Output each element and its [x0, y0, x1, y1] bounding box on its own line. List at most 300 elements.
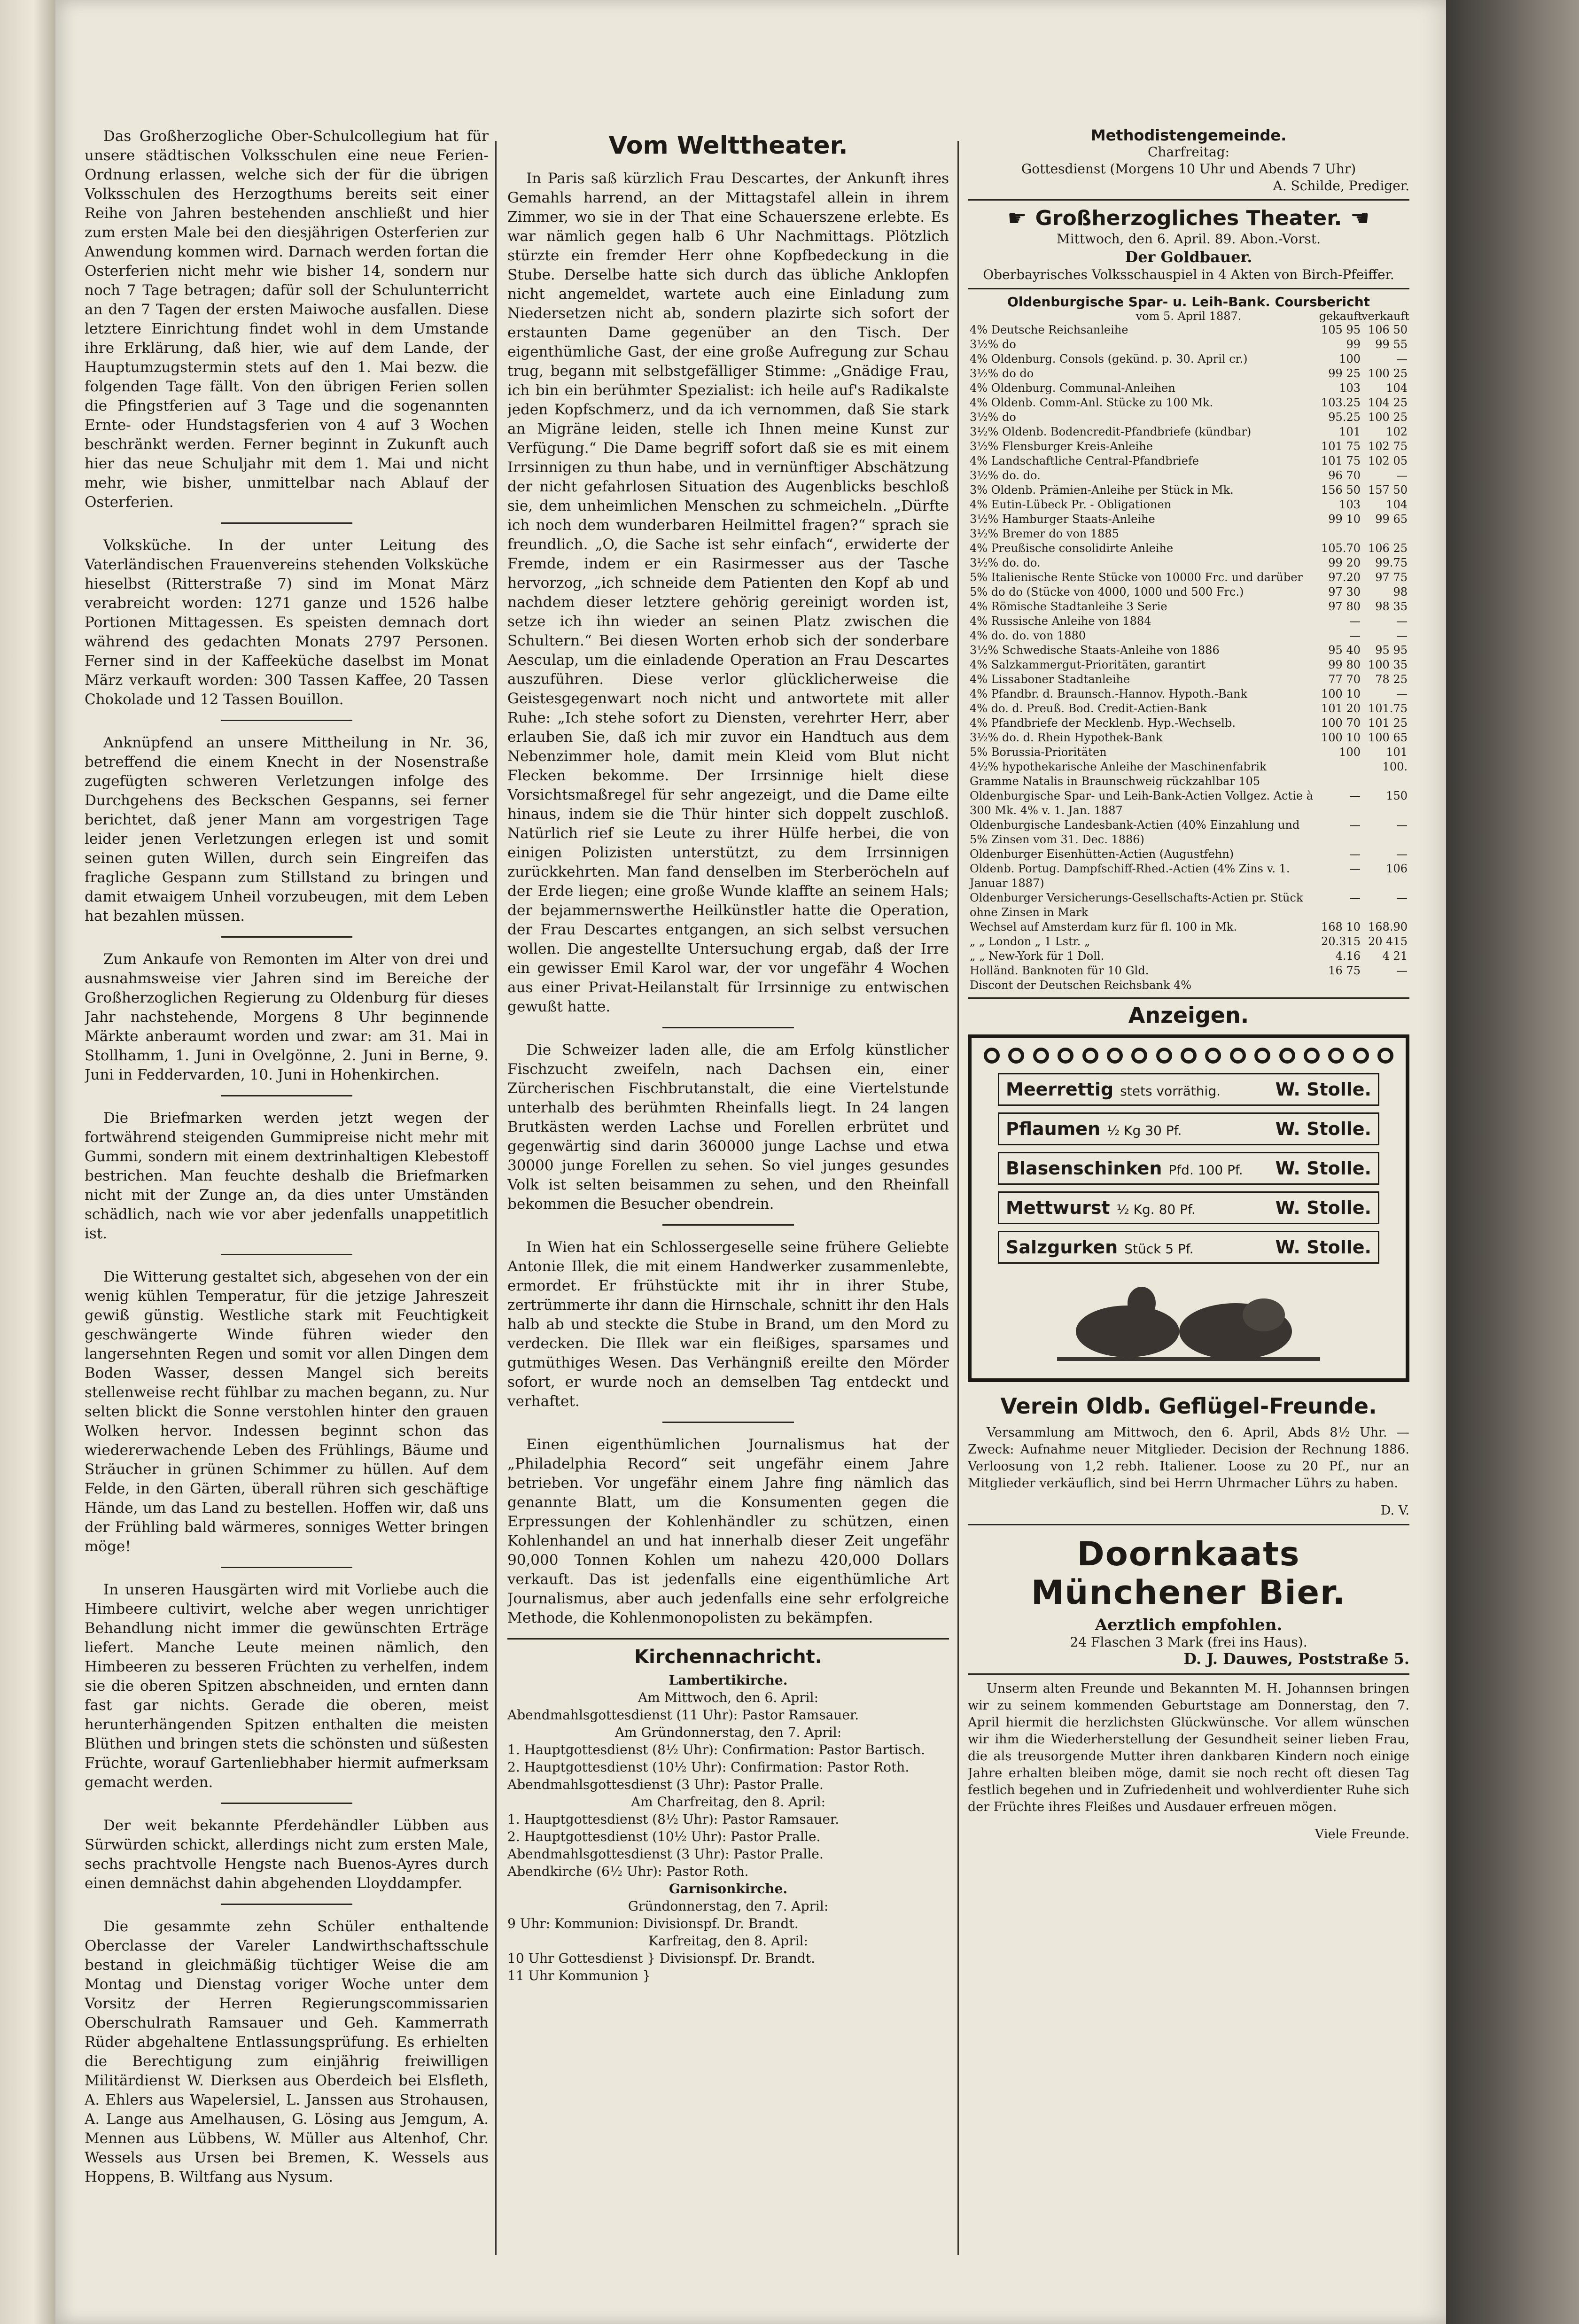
pointing-hand-icon: ☛ [1350, 205, 1370, 231]
chain-ring [1205, 1048, 1221, 1064]
course-row [968, 337, 1409, 352]
chain-ring [1328, 1048, 1344, 1064]
church-service: Abendmahlsgottesdienst (11 Uhr): Pastor Ramsauer. [507, 1707, 859, 1723]
chain-ring [1254, 1048, 1270, 1064]
course-sell: 100 35 [1368, 658, 1408, 671]
course-name: Oldenburgische Landesbank-Actien (40% Einzahlung und 5% Zinsen vom 31. Dec. 1886) [970, 818, 1300, 846]
chain-ring [1008, 1048, 1024, 1064]
course-row [968, 789, 1409, 818]
course-buy: 99 [1346, 338, 1361, 351]
course-name: 4% Salzkammergut-Prioritäten, garantirt [970, 658, 1206, 671]
course-name: 4% Römische Stadtanleihe 3 Serie [970, 600, 1167, 613]
separator [221, 936, 352, 938]
stolle-ad-line [998, 1191, 1379, 1224]
greeting-sign: Viele Freunde. [1315, 1827, 1409, 1842]
article-ferienordnung: Das Großherzogliche Ober-Schulcollegium hat für unsere städtischen Volksschulen eine neue Ferien-Ordnung erlassen, welche sich der für die übrigen Volksschulen des Herzogthums bereits seit einer Reihe von Jahren bestehenden anschließt und hier zum ersten Male bei den diesjährigen Osterferien zur Anwendung kommen wird. Darnach werden fortan die Osterferien nicht mehr wie bisher 14, sondern nur noch 7 Tage betragen; dafür soll der Schulunterricht an den 7 Tagen der ersten Maiwoche ausfallen. Diese letztere Einrichtung findet wohl in dem Umstande ihre Erklärung, daß hier, wie auf dem Lande, der Hauptumzugstermin stets auf den 1. Mai bezw. die folgenden Tage fällt. Von den übrigen Ferien sollen die Pfingstferien auf 3 Tage und die sogenannten Ernte- oder Hundstagsferien von 4 auf 3 Wochen beschränkt werden. Ferner beginnt in Zukunft auch hier das neue Schuljahr mit dem 1. Mai und nicht mehr, wie bisher, unmittelbar nach Ablauf der Osterferien. [85, 128, 489, 511]
ad-merchant: W. Stolle. [1275, 1158, 1371, 1179]
course-buy: 16 75 [1328, 964, 1361, 977]
church-service: 2. Hauptgottesdienst (10½ Uhr): Pastor Pralle. [507, 1829, 821, 1844]
course-row [968, 687, 1409, 701]
course-buy: 156 50 [1321, 483, 1361, 497]
course-buy: 99 10 [1328, 513, 1361, 526]
course-sell: 101 [1386, 746, 1408, 759]
article-hengste: Der weit bekannte Pferdehändler Lübben aus Sürwürden schickt, allerdings nicht zum ersten Male, sechs prachtvolle Hengste nach Buenos-Ayres durch einen demnächst dahin abgehenden Lloyddampfer. [85, 1817, 489, 1892]
separator [221, 522, 352, 524]
course-buy: 101 20 [1321, 702, 1361, 715]
stolle-ad-line [998, 1231, 1379, 1264]
church-service: 1. Hauptgottesdienst (8½ Uhr): Confirmation: Pastor Bartisch. [507, 1742, 926, 1757]
course-row [968, 745, 1409, 760]
course-sell: 98 [1393, 585, 1408, 598]
course-name: Discont der Deutschen Reichsbank 4% [970, 979, 1192, 992]
course-row [968, 949, 1409, 964]
course-sell: 97 75 [1375, 571, 1408, 584]
course-buy: 100 [1339, 352, 1361, 365]
separator [968, 288, 1409, 289]
course-buy: 77 70 [1328, 673, 1361, 686]
ad-desc: Stück 5 Pf. [1124, 1241, 1194, 1257]
ad-item: Pflaumen [1006, 1119, 1101, 1139]
ad-item: Mettwurst [1006, 1197, 1110, 1218]
separator [221, 1095, 352, 1096]
separator [968, 997, 1409, 999]
church-heading: Lambertikirche. [669, 1672, 788, 1688]
course-sell [1362, 527, 1409, 541]
course-name: Wechsel auf Amsterdam kurz für fl. 100 in Mk. [970, 920, 1237, 933]
course-name: 5% do do (Stücke von 4000, 1000 und 500 Frc.) [970, 585, 1244, 598]
article-briefmarken: Die Briefmarken werden jetzt wegen der fortwährend steigenden Gummipreise nicht mehr mit Gummi, sondern mit einem dextrinhaltigen Klebestoff bestrichen. Man feuchte deshalb die Briefmarken nicht mit der Zunge an, da dies unter Umständen schädlich, nach wie vor aber jedenfalls unappetitlich ist. [85, 1110, 489, 1242]
methodist-sign: A. Schilde, Prediger. [1273, 178, 1409, 194]
theater-date: Mittwoch, den 6. April. 89. Abon.-Vorst. [1057, 231, 1321, 247]
course-row [968, 672, 1409, 687]
course-sell: 99 65 [1375, 513, 1408, 526]
course-row [968, 978, 1409, 993]
beer-title: Doornkaats Münchener Bier. [1031, 1535, 1346, 1612]
course-row [968, 731, 1409, 745]
course-name: 3% Oldenb. Prämien-Anleihe per Stück in Mk. [970, 483, 1234, 497]
course-name: 3½% Flensburger Kreis-Anleihe [970, 440, 1153, 453]
course-sell: 157 50 [1368, 483, 1408, 497]
methodist-line: Gottesdienst (Morgens 10 Uhr und Abends 7 Uhr) [1021, 161, 1356, 177]
course-name: 3½% Schwedische Staats-Anleihe von 1886 [970, 644, 1220, 657]
course-buy: 103 [1339, 381, 1361, 395]
course-table [968, 323, 1409, 993]
course-row [968, 497, 1409, 512]
course-row [968, 760, 1409, 789]
ad-left [1006, 1158, 1243, 1179]
course-buy: — [1349, 629, 1361, 642]
church-heading: Garnisonkirche. [669, 1881, 788, 1897]
poultry-illustration [984, 1270, 1393, 1369]
course-name: 4% Russische Anleihe von 1884 [970, 614, 1151, 628]
chain-ring [1033, 1048, 1049, 1064]
course-buy: 96 70 [1328, 469, 1361, 482]
verein-sign: D. V. [1380, 1503, 1409, 1518]
chain-ring [1058, 1048, 1073, 1064]
church-service: 9 Uhr: Kommunion: Divisionspf. Dr. Brandt. [507, 1916, 799, 1931]
course-row [968, 381, 1409, 396]
beer-ad [968, 1535, 1409, 1668]
course-buy: 97 80 [1328, 600, 1361, 613]
course-buy: 99 25 [1328, 367, 1361, 380]
stolle-ad-line [998, 1112, 1379, 1145]
ad-item: Meerrettig [1006, 1079, 1114, 1100]
course-buy: 168 10 [1321, 920, 1361, 933]
course-buy [1315, 527, 1362, 541]
course-head-buy: gekauft [1319, 310, 1362, 323]
course-row [968, 425, 1409, 439]
article-descartes: In Paris saß kürzlich Frau Descartes, der Ankunft ihres Gemahls harrend, an der Mittagstafel allein in ihrem Zimmer, wo sie in der That eine Schauerszene erlebte. Es war nämlich gegen halb 6 Uhr Nachmittags. Plötzlich stürzte ein fremder Herr ohne Kopfbedeckung in die Stube. Derselbe hatte sich durch das übliche Anklopfen nicht angemeldet, wartete auch eine Einladung zum Niedersetzen nicht ab, sondern plazirte sich sofort der erstaunten Dame gegenüber an den Tisch. Der eigenthümliche Gast, der eine große Aufregung zur Schau trug, begann mit selbstgefälliger Stimme: „Gnädige Frau, ich bin ein berühmter Spezialist: ich heile auf's Radikalste jeden Kopfschmerz, und da ich vernommen, daß Sie stark an Migräne leiden, stelle ich Ihnen meine Kunst zur Verfügung.“ Die Dame begriff sofort daß sie es mit einem Irrsinnigen zu thun habe, und in vernünftiger Abschätzung der nicht gefahrlosen Situation des Augenblicks beschloß sie, dem unheimlichen Menschen zu schmeicheln. „Dürfte ich noch dem wunderbaren Heilmittel fragen?“ sprach sie freundlich. „O, die Sache ist sehr einfach“, erwiderte der Fremde, indem er ein Rasirmesser aus der Tasche hervorzog, „ich schneide dem Patienten den Kopf ab und nachdem dieser letztere gehörig gereinigt worden ist, setze ich ihn wieder an seinen Platz zwischen die Schultern.“ Bei diesen Worten erhob sich der sonderbare Aesculap, um die einladende Operation an Frau Descartes auszuführen. Diese verlor glücklicherweise die Geistesgegenwart noch nicht und antwortete mit aller Ruhe: „Ich stehe sofort zu Diensten, verehrter Herr, aber erlauben Sie, daß ich mir zuvor ein Handtuch aus dem Nebenzimmer hole, damit mein Kleid vom Blut nicht Flecken bekomme. Der Irrsinnige hielt diese Vorsichtsmaßregel für sehr angezeigt, und die Dame eilte hinaus, indem sie die Thür hinter sich doppelt zuschloß. Natürlich rief sie Leute zu ihrer Hülfe herbei, die von einigen Polizisten unterstützt, zu dem Irrsinnigen zurückkehrten. Man fand denselben im Sterberöcheln auf der Erde liegen; eine große Wunde klaffte an seinem Hals; der bejammernswerthe Heilkünstler hatte die Operation, der Frau Descartes entgangen, an sich selbst versuchen wollen. Die angestellte Untersuchung ergab, daß der Irre ein gewisser Emil Karol war, der vor ungefähr 4 Wochen aus einer Privat-Heilanstalt für Irrsinnige zu entwischen gewußt hatte. [507, 170, 949, 1015]
course-name: 4% Preußische consolidirte Anleihe [970, 542, 1174, 555]
course-buy: — [1349, 891, 1361, 904]
course-row [968, 541, 1409, 556]
course-row [968, 512, 1409, 527]
course-buy: 100 10 [1321, 731, 1361, 744]
course-buy [1315, 760, 1362, 789]
article-volkskueche: Volksküche. In der unter Leitung des Vaterländischen Frauenvereins stehenden Volksküche hieselbst (Ritterstraße 7) sind im Monat März verabreicht worden: 1271 ganze und 1526 halbe Portionen Mittagessen. Es speisten demnach dort während des gedachten Monats 2797 Personen. Ferner sind in der Kaffeeküche daselbst im Monat März verkauft worden: 300 Tassen Kaffee, 20 Tassen Chokolade und 12 Tassen Bouillon. [85, 537, 489, 708]
course-name: 3½% do [970, 411, 1016, 424]
beer-line: 24 Flaschen 3 Mark (frei ins Haus). [1070, 1634, 1307, 1650]
ad-merchant: W. Stolle. [1275, 1237, 1371, 1258]
ad-desc: stets vorräthig. [1120, 1083, 1221, 1099]
column-rule-2 [957, 141, 959, 2255]
course-buy: — [1349, 789, 1361, 802]
course-row [968, 847, 1409, 862]
theater-play: Der Goldbauer. [1125, 248, 1252, 266]
chain-ring [1181, 1048, 1197, 1064]
course-buy: 95.25 [1328, 411, 1361, 424]
church-news [507, 1671, 949, 1984]
theater-desc: Oberbayrisches Volksschauspiel in 4 Akten von Birch-Pfeiffer. [983, 267, 1394, 282]
separator [221, 1904, 352, 1905]
course-name: 4% Oldenburg. Communal-Anleihen [970, 381, 1175, 395]
course-sell: 4 21 [1382, 949, 1408, 963]
course-sell: 104 [1386, 498, 1408, 511]
theater-title: Großherzogliches Theater. [1035, 206, 1342, 230]
stolle-ad-line [998, 1073, 1379, 1106]
church-service: Abendmahlsgottesdienst (3 Uhr): Pastor Pralle. [507, 1777, 824, 1792]
separator [221, 1254, 352, 1255]
course-row [968, 891, 1409, 920]
course-sell: 102 05 [1368, 454, 1408, 467]
course-row [968, 585, 1409, 599]
ad-item: Salzgurken [1006, 1237, 1118, 1258]
course-buy: 101 [1339, 425, 1361, 438]
stolle-ad-line [998, 1152, 1379, 1185]
pointing-hand-icon: ☛ [1007, 205, 1027, 231]
course-row [968, 934, 1409, 949]
article-remonten: Zum Ankaufe von Remonten im Alter von drei und ausnahmsweise vier Jahren sind im Bereiche der Großherzoglichen Regierung zu Oldenburg für dieses Jahr nachstehende, Morgens 8 Uhr beginnende Märkte anberaumt worden und zwar: am 31. Mai in Stollhamm, 1. Juni in Ovelgönne, 2. Juni in Berne, 9. Juni in Feddervarden, 10. Juni in Hohenkirchen. [85, 951, 489, 1083]
course-row [968, 658, 1409, 672]
course-row [968, 964, 1409, 978]
course-name: 4% Deutsche Reichsanleihe [970, 323, 1128, 336]
course-sell: 150 [1386, 789, 1408, 802]
course-row [968, 818, 1409, 847]
course-row [968, 920, 1409, 934]
birthday-greeting [968, 1680, 1409, 1843]
course-row [968, 483, 1409, 497]
course-sell: 98 35 [1375, 600, 1408, 613]
course-buy: 95 40 [1328, 644, 1361, 657]
course-sell: 106 25 [1368, 542, 1408, 555]
chain-border-top [984, 1048, 1393, 1066]
ad-desc: Pfd. 100 Pf. [1168, 1162, 1243, 1178]
ad-merchant: W. Stolle. [1275, 1119, 1371, 1139]
church-date: Am Mittwoch, den 6. April: [638, 1690, 819, 1705]
course-sell: — [1396, 469, 1408, 482]
course-buy: 103 [1339, 498, 1361, 511]
course-head-sell: verkauft [1361, 310, 1409, 323]
course-name: 5% Italienische Rente Stücke von 10000 Frc. und darüber [970, 571, 1303, 584]
course-report [968, 294, 1409, 993]
course-name: 3½% do. do. [970, 556, 1041, 569]
course-name: 4% Oldenb. Comm-Anl. Stücke zu 100 Mk. [970, 396, 1213, 409]
course-report-title: Oldenburgische Spar- u. Leih-Bank. Coursbericht [1007, 294, 1370, 310]
chain-ring [1082, 1048, 1098, 1064]
methodist-sub: Charfreitag: [1147, 144, 1230, 160]
article-fischzucht: Die Schweizer laden alle, die am Erfolg künstlicher Fischzucht zweifeln, nach Dachsen ein, einer Zürcherischen Fischbrutanstalt, die eine Viertelstunde unterhalb des berühmten Rheinfalls liegt. In 24 langen Brutkästen werden Lachse und Forellen erbrütet und gegenwärtig sind darin 360000 junge Lachse und etwa 30000 junge Forellen zu sehen. So viel junges gesundes Volk ist selten beisammen zu sehen, und den Rheinfall bekommen die Besucher obendrein. [507, 1042, 949, 1213]
chain-ring [1279, 1048, 1295, 1064]
course-sell: 100 65 [1368, 731, 1408, 744]
course-name: 5% Borussia-Prioritäten [970, 746, 1107, 759]
ad-left [1006, 1119, 1182, 1139]
course-sell: 100 25 [1368, 367, 1408, 380]
course-name: „ „ London „ 1 Lstr. „ [970, 935, 1090, 948]
course-buy: 4.16 [1335, 949, 1361, 963]
course-sell: 104 [1386, 381, 1408, 395]
methodist-title: Methodistengemeinde. [1090, 127, 1287, 144]
course-name: 4% Lissaboner Stadtanleihe [970, 673, 1130, 686]
course-name: 3½% Oldenb. Bodencredit-Pfandbriefe (kündbar) [970, 425, 1252, 438]
course-sell: 106 50 [1368, 323, 1408, 336]
verein-title: Verein Oldb. Geflügel-Freunde. [1000, 1393, 1377, 1419]
article-verletzungen: Anknüpfend an unsere Mittheilung in Nr. 36, betreffend die einem Knecht in der Nosenstraße zugefügten schweren Verletzungen infolge des Durchgehens des Beckschen Gespanns, sei ferner berichtet, daß jener Mann am vorgestrigen Tage leider jenen Verletzungen erlegen ist und somit seinen guten Willen, durch sein Eingreifen das fragliche Gespann zum Stillstand zu bringen und damit etwaigem Unheil vorzubeugen, mit dem Leben hat bezahlen müssen. [85, 734, 489, 925]
course-name: Oldenburger Versicherungs-Gesellschafts-Actien pr. Stück ohne Zinsen in Mark [970, 891, 1303, 919]
separator [221, 720, 352, 721]
course-buy: 99 20 [1328, 556, 1361, 569]
column-welttheater [507, 127, 949, 2269]
separator [968, 1524, 1409, 1525]
course-sell: — [1396, 614, 1408, 628]
course-sell: — [1396, 891, 1408, 904]
beer-seller: D. J. Dauwes, Poststraße 5. [1183, 1650, 1409, 1668]
course-sell: 106 [1386, 862, 1408, 875]
separator [968, 1673, 1409, 1675]
course-sell: — [1396, 687, 1408, 700]
separator [221, 1803, 352, 1804]
course-sell [1362, 978, 1409, 993]
course-row [968, 862, 1409, 891]
course-buy: 103.25 [1321, 396, 1361, 409]
course-buy: 105.70 [1321, 542, 1361, 555]
course-name: 4% Pfandbr. d. Braunsch.-Hannov. Hypoth.-Bank [970, 687, 1247, 700]
course-row [968, 701, 1409, 716]
course-buy: — [1349, 818, 1361, 832]
course-buy: — [1349, 614, 1361, 628]
article-journalismus: Einen eigenthümlichen Journalismus hat der „Philadelphia Record“ seit ungefähr einem Jahre betrieben. Vor ungefähr einem Jahre fing nämlich das genannte Blatt, um die Konsumenten gegen die Erpressungen der Kohlenhändler zu schützen, einen Kohlenhandel an und hat innerhalb dieser Zeit ungefähr 90,000 Tonnen Kohlen um nahezu 420,000 Dollars verkauft. Das ist jedenfalls eine eigenthümliche Art Journalismus, aber auch jedenfalls eine sehr erfolgreiche Methode, die Kohlenmonopolisten zu bekämpfen. [507, 1436, 949, 1626]
church-service: 1. Hauptgottesdienst (8½ Uhr): Pastor Ramsauer. [507, 1811, 840, 1827]
course-buy [1315, 978, 1362, 993]
course-sell: 102 75 [1368, 440, 1408, 453]
course-row [968, 556, 1409, 570]
ad-left [1006, 1237, 1194, 1258]
section-title-welttheater: Vom Welttheater. [608, 132, 848, 160]
course-name: 4% do. do. von 1880 [970, 629, 1086, 642]
course-sell: 101.75 [1368, 702, 1408, 715]
church-news-title: Kirchennachricht. [634, 1646, 822, 1668]
course-name: 3½% do [970, 338, 1016, 351]
article-wien-mord: In Wien hat ein Schlossergeselle seine frühere Geliebte Antonie Illek, die mit einem Handwerker zusammenlebte, ermordet. Er frühstückte mit ihr in ihrer Stube, zertrümmerte ihr dann die Hirnschale, schnitt ihr den Hals halb ab und steckte die Stube in Brand, um den Mord zu verdecken. Die Illek war ein fleißiges, sparsames und gutmüthiges Wesen. Das Verhängniß ereilte den Mörder sofort, er wurde noch an demselben Tag entdeckt und verhaftet. [507, 1239, 949, 1410]
church-service: 10 Uhr Gottesdienst } Divisionspf. Dr. Brandt. [507, 1951, 816, 1966]
course-name: Oldenburgische Spar- und Leih-Bank-Actien Vollgez. Actie à 300 Mk. 4% v. 1. Jan. 1887 [970, 789, 1314, 817]
course-row [968, 614, 1409, 629]
course-row [968, 643, 1409, 658]
course-sell: — [1396, 629, 1408, 642]
course-sell: 102 [1386, 425, 1408, 438]
book-binding-edge [1446, 0, 1579, 2324]
course-sell: — [1396, 352, 1408, 365]
course-sell: 104 25 [1368, 396, 1408, 409]
course-row [968, 629, 1409, 643]
course-row [968, 454, 1409, 468]
course-buy: 99 80 [1328, 658, 1361, 671]
course-sell: — [1396, 818, 1408, 832]
theater-notice [968, 205, 1409, 283]
ad-left [1006, 1197, 1196, 1218]
church-date: Am Charfreitag, den 8. April: [630, 1794, 826, 1810]
course-sell: 78 25 [1375, 673, 1408, 686]
course-name: 3½% do do [970, 367, 1034, 380]
church-date: Gründonnerstag, den 7. April: [628, 1898, 829, 1914]
course-sell: 100 25 [1368, 411, 1408, 424]
course-row [968, 352, 1409, 366]
chain-ring [1304, 1048, 1320, 1064]
course-name: 3½% Hamburger Staats-Anleihe [970, 513, 1155, 526]
previous-page-edge [0, 0, 55, 2324]
course-row [968, 323, 1409, 337]
ads-title: Anzeigen. [1128, 1003, 1249, 1028]
column-local-news [85, 127, 489, 2269]
column-rule-1 [495, 141, 497, 2255]
church-date: Am Gründonnerstag, den 7. April: [614, 1725, 842, 1740]
separator [968, 199, 1409, 201]
course-name: „ „ New-York für 1 Doll. [970, 949, 1105, 963]
chain-ring [1131, 1048, 1147, 1064]
course-name: Oldenburger Eisenhütten-Actien (Augustfehn) [970, 847, 1234, 861]
church-service: Abendkirche (6½ Uhr): Pastor Roth. [507, 1864, 749, 1879]
separator [662, 1422, 794, 1423]
course-buy: — [1349, 847, 1361, 861]
course-row [968, 527, 1409, 541]
course-row [968, 396, 1409, 410]
course-sell: 99 55 [1375, 338, 1408, 351]
course-name: 4% Oldenburg. Consols (gekünd. p. 30. April cr.) [970, 352, 1248, 365]
course-sell: 95 95 [1375, 644, 1408, 657]
article-himbeere: In unseren Hausgärten wird mit Vorliebe auch die Himbeere cultivirt, welche aber wegen unrichtiger Behandlung nicht immer die gewünschten Erträge liefert. Manche Leute meinen nämlich, den Himbeeren zu besseren Früchten zu verhelfen, indem sie die oberen Spitzen abschneiden, und ernten dann fast gar nichts. Gerade die oberen, meist herunterhängenden Spitzen enthalten die meisten Blüthen und bringen stets die schönsten und süßesten Früchte, worauf Gartenliebhaber hiermit aufmerksam gemacht werden. [85, 1581, 489, 1791]
course-buy: 101 75 [1321, 454, 1361, 467]
chain-ring [1377, 1048, 1393, 1064]
course-sell: 100. [1382, 760, 1408, 773]
beer-sub: Aerztlich empfohlen. [1095, 1616, 1283, 1634]
course-name: Holländ. Banknoten für 10 Gld. [970, 964, 1149, 977]
separator [221, 1567, 352, 1568]
course-row [968, 716, 1409, 731]
verein-notice [968, 1393, 1409, 1519]
greeting-text: Unserm alten Freunde und Bekannten M. H. Johannsen bringen wir zu seinem kommenden Geburtstage am Donnerstag, den 7. April hiermit die herzlichsten Glückwünsche. Vor allem wünschen wir ihm die Wiederherstellung der Gesundheit seiner lieben Frau, die als treusorgende Mutter ihren dankbaren Kindern noch einige Jahre erhalten bleiben möge, damit sie noch recht oft diesen Tag festlich begehen und in Zufriedenheit und wohlverdienter Ruhe sich der Früchte ihres Fleißes und Ausdauer erfreuen mögen. [968, 1681, 1409, 1814]
course-name: 4% Eutin-Lübeck Pr. - Obligationen [970, 498, 1172, 511]
article-landwirthschaftsschule: Die gesammte zehn Schüler enthaltende Oberclasse der Vareler Landwirthschaftsschule bestand in gleichmäßig tüchtiger Weise die am Montag und Dienstag voriger Woche unter dem Vorsitz der Herren Regierungscommissarien Oberschulrath Ramsauer und Geh. Kammerrath Rüder abgehaltene Entlassungsprüfung. Es erhielten die Berechtigung zum einjährig freiwilligen Militärdienst W. Dierksen aus Oberdeich bei Elsfleth, A. Ehlers aus Wapelersiel, L. Janssen aus Strohausen, A. Lange aus Amelhausen, G. Lösing aus Jemgum, A. Mennen aus Lübbens, W. Müller aus Altenhof, Chr. Wessels aus Ursen bei Bremen, K. Wessels aus Hoppens, B. Wiltfang aus Nysum. [85, 1918, 489, 2185]
ad-left [1006, 1079, 1221, 1100]
ad-merchant: W. Stolle. [1275, 1079, 1371, 1100]
course-buy: 100 70 [1321, 716, 1361, 730]
separator [507, 1638, 949, 1640]
stolle-ad [968, 1034, 1409, 1382]
church-service: Abendmahlsgottesdienst (3 Uhr): Pastor Pralle. [507, 1846, 824, 1862]
ad-desc: ½ Kg. 80 Pf. [1116, 1202, 1196, 1217]
course-name: Oldenb. Portug. Dampfschiff-Rhed.-Actien (4% Zins v. 1. Januar 1887) [970, 862, 1290, 890]
course-sell: — [1396, 847, 1408, 861]
church-date: Karfreitag, den 8. April: [648, 1933, 808, 1949]
course-row [968, 570, 1409, 585]
course-buy: 101 75 [1321, 440, 1361, 453]
course-sell: 99.75 [1375, 556, 1408, 569]
course-name: 3½% do. d. Rhein Hypothek-Bank [970, 731, 1163, 744]
course-name: 4% Pfandbriefe der Mecklenb. Hyp.-Wechselb. [970, 716, 1236, 730]
course-buy: 105 95 [1321, 323, 1361, 336]
course-sell: — [1396, 964, 1408, 977]
course-buy: 100 10 [1321, 687, 1361, 700]
separator [662, 1027, 794, 1028]
course-name: 4% do. d. Preuß. Bod. Credit-Actien-Bank [970, 702, 1207, 715]
separator [662, 1224, 794, 1226]
course-buy: — [1349, 862, 1361, 875]
course-buy: 100 [1339, 746, 1361, 759]
course-buy: 20.315 [1321, 935, 1361, 948]
course-report-date-row [968, 310, 1409, 323]
church-service: 2. Hauptgottesdienst (10½ Uhr): Confirmation: Pastor Roth. [507, 1759, 910, 1775]
course-row [968, 599, 1409, 614]
course-name: 4½% hypothekarische Anleihe der Maschinenfabrik Gramme Natalis in Braunschweig rückzahlbar 105 [970, 760, 1267, 788]
poultry-icon [984, 1270, 1393, 1369]
ad-item: Blasenschinken [1006, 1158, 1162, 1179]
chain-ring [1156, 1048, 1172, 1064]
course-sell: 168.90 [1368, 920, 1408, 933]
verein-text: Versammlung am Mittwoch, den 6. April, Abds 8½ Uhr. — Zweck: Aufnahme neuer Mitglieder. Decision der Rechnung 1886. Verloosung von 1,2 rebh. Italiener. Loose zu 20 Pf., nur an Mitglieder verkäuflich, sind bei Herrn Uhrmacher Lührs zu haben. [968, 1425, 1409, 1491]
chain-ring [1230, 1048, 1246, 1064]
methodist-notice [968, 127, 1409, 194]
article-witterung: Die Witterung gestaltet sich, abgesehen von der ein wenig kühlen Temperatur, für die jetzige Jahreszeit gewiß günstig. Westliche stark mit Feuchtigkeit geschwängerte Winde führen wieder den langersehnten Regen und somit vor allen Dingen dem Boden Wasser, dessen Mangel sich bereits stellenweise recht fühlbar zu machen begann, zu. Nur selten blickt die Sonne verstohlen hinter den grauen Wolken hervor. Indessen beginnt schon das wiedererwachende Leben des Frühlings, Bäume und Sträucher in grünen Schimmer zu hüllen. Auf dem Felde, in den Gärten, überall rühren sich geschäftige Hände, um das Land zu bestellen. Hoffen wir, daß uns der Frühling bald wärmeres, sonniges Wetter bringen möge! [85, 1268, 489, 1555]
course-buy: 97.20 [1328, 571, 1361, 584]
course-row [968, 439, 1409, 454]
church-service: 11 Uhr Kommunion } [507, 1968, 651, 1983]
ad-desc: ½ Kg 30 Pf. [1107, 1123, 1182, 1138]
course-row [968, 366, 1409, 381]
course-sell: 101 25 [1368, 716, 1408, 730]
chain-ring [1353, 1048, 1369, 1064]
ad-merchant: W. Stolle. [1275, 1197, 1371, 1218]
column-announcements [968, 127, 1409, 2269]
course-name: 3½% do. do. [970, 469, 1041, 482]
course-report-date: vom 5. April 1887. [1136, 310, 1242, 323]
course-name: 4% Landschaftliche Central-Pfandbriefe [970, 454, 1199, 467]
course-row [968, 410, 1409, 425]
course-row [968, 468, 1409, 483]
course-name: 3½% Bremer do von 1885 [970, 527, 1119, 540]
course-buy: 97 30 [1328, 585, 1361, 598]
chain-ring [1107, 1048, 1123, 1064]
course-sell: 20 415 [1368, 935, 1408, 948]
chain-ring [984, 1048, 1000, 1064]
